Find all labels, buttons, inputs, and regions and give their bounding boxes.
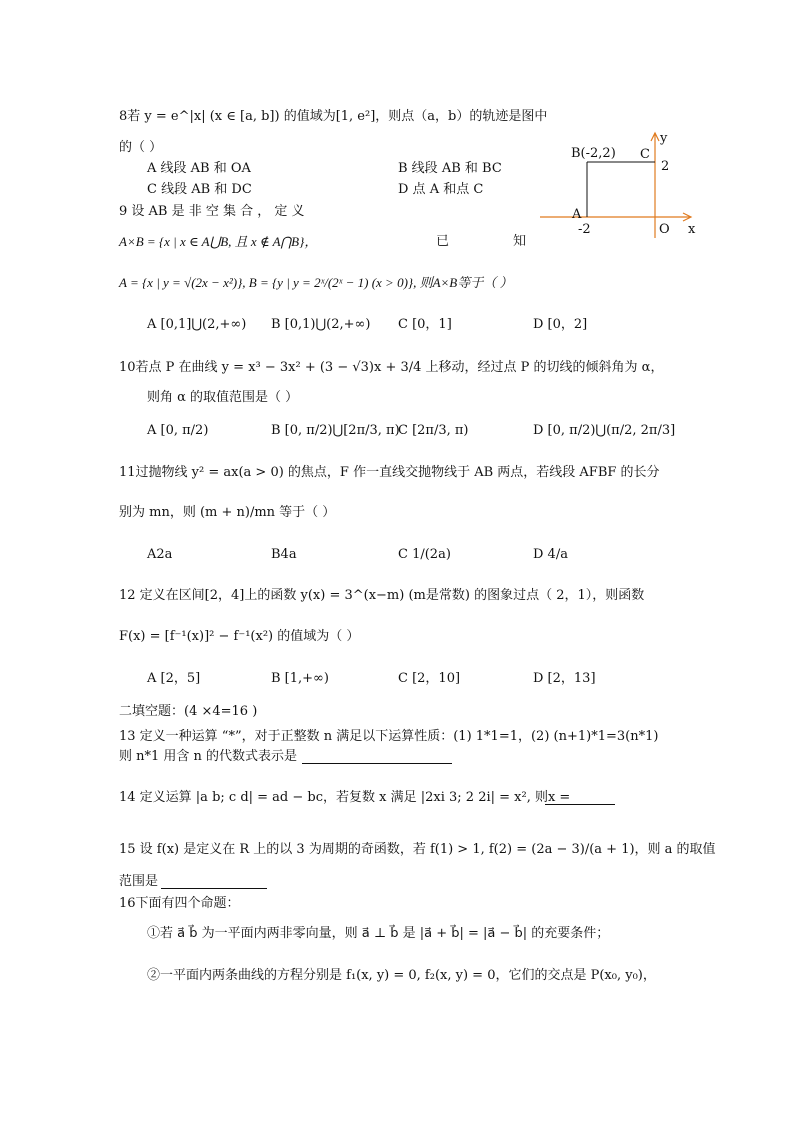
q10-option-c: C [2π/3, π) — [398, 423, 469, 438]
q11-stem-line1: 11过抛物线 y² = ax(a > 0) 的焦点，F 作一直线交抛物线于 AB 两点，若线段 AFBF 的长分 — [119, 465, 660, 480]
q13-stem-line2: 则 n*1 用含 n 的代数式表示是 — [119, 749, 298, 764]
q13-stem-line1: 13 定义一种运算 “*”，对于正整数 n 满足以下运算性质：(1) 1*1=1，(2) (n+1)*1=3(n*1) — [119, 729, 659, 744]
q12-option-d: D [2，13] — [533, 671, 596, 686]
q10-stem-line1: 10若点 P 在曲线 y = x³ − 3x² + (3 − √3)x + 3/4 上移动，经过点 P 的切线的倾斜角为 α， — [119, 360, 664, 375]
q9-stem-line2: A×B = {x | x ∈ A⋃B, 且 x ∉ A⋂B}， — [119, 234, 318, 249]
q10-option-d: D [0, π/2)⋃(π/2, 2π/3] — [533, 423, 676, 438]
q15-answer-blank — [161, 874, 267, 889]
q10-option-a: A [0, π/2) — [147, 423, 209, 438]
figure-label-b: B(-2,2) — [571, 146, 616, 161]
q15-stem-line1: 15 设 f(x) 是定义在 R 上的以 3 为周期的奇函数，若 f(1) > 1, f(2) = (2a − 3)/(a + 1)，则 a 的取值 — [119, 842, 716, 857]
q9-stem-line1: 9 设 AB 是 非 空 集 合 ， 定 义 — [119, 204, 305, 219]
q9-word-yi: 已 — [436, 234, 450, 249]
q10-option-b: B [0, π/2)⋃[2π/3, π) — [271, 423, 400, 438]
figure-label-y: y — [660, 131, 668, 146]
figure-label-x: x — [688, 222, 696, 237]
q8-option-a: A 线段 AB 和 OA — [147, 161, 251, 176]
q9-option-a: A [0,1]⋃(2,+∞) — [147, 317, 247, 332]
q11-stem-line2: 别为 mn，则 (m + n)/mn 等于（ ） — [119, 505, 336, 520]
figure-label-neg2: -2 — [578, 222, 591, 237]
q8-stem-line1: 8若 y = e^|x| (x ∈ [a, b]) 的值域为[1, e²]，则点（a，b）的轨迹是图中 — [119, 109, 548, 124]
q15-stem-line2: 范围是 — [119, 874, 159, 889]
q11-option-c: C 1/(2a) — [398, 547, 451, 562]
q9-option-c: C [0，1] — [398, 317, 452, 332]
q12-stem-line1: 12 定义在区间[2，4]上的函数 y(x) = 3^(x−m) (m是常数) 的图象过点（ 2，1），则函数 — [119, 588, 645, 603]
q12-stem-line2: F(x) = [f⁻¹(x)]² − f⁻¹(x²) 的值域为（ ） — [119, 629, 360, 644]
q8-option-b: B 线段 AB 和 BC — [398, 161, 502, 176]
q12-option-c: C [2，10] — [398, 671, 461, 686]
q16-proposition-1: ①若 a⃗ b⃗ 为一平面内两非零向量，则 a⃗ ⊥ b⃗ 是 |a⃗ + b⃗| = |a⃗ − b⃗| 的充要条件； — [147, 926, 610, 941]
q14-answer-blank — [545, 790, 615, 805]
figure-label-c: C — [640, 147, 650, 162]
q13-answer-blank — [302, 749, 452, 764]
q9-option-b: B [0,1)⋃(2,+∞) — [271, 317, 371, 332]
q14-stem: 14 定义运算 |a b; c d| = ad − bc，若复数 x 满足 |2xi 3; 2 2i| = x², 则x = — [119, 790, 571, 805]
section-fill-in-title: 二填空题：(4 ×4=16 ) — [119, 704, 258, 719]
q11-option-a: A2a — [147, 547, 173, 562]
figure-square — [587, 162, 655, 217]
figure-label-o: O — [659, 222, 670, 237]
q8-stem-line2: 的（ ） — [119, 140, 163, 155]
q9-stem-line3: A = {x | y = √(2x − x²)}, B = {y | y = 2ˣ/(2ˣ − 1) (x > 0)}, 则A×B等于（ ） — [119, 275, 513, 290]
q11-option-b: B4a — [271, 547, 297, 562]
q8-option-c: C 线段 AB 和 DC — [147, 182, 252, 197]
figure-label-a: A — [572, 207, 582, 222]
q9-word-zhi: 知 — [513, 234, 527, 249]
q16-proposition-2: ②一平面内两条曲线的方程分别是 f₁(x, y) = 0, f₂(x, y) = 0，它们的交点是 P(x₀, y₀)， — [147, 968, 656, 983]
q9-option-d: D [0，2] — [533, 317, 588, 332]
q16-stem: 16下面有四个命题： — [119, 896, 240, 911]
q11-option-d: D 4/a — [533, 547, 568, 562]
q8-option-d: D 点 A 和点 C — [398, 182, 484, 197]
q12-option-b: B [1,+∞) — [271, 671, 329, 686]
q10-stem-line2: 则角 α 的取值范围是（ ） — [147, 390, 299, 405]
figure-label-2: 2 — [661, 159, 670, 174]
q12-option-a: A [2，5] — [147, 671, 201, 686]
